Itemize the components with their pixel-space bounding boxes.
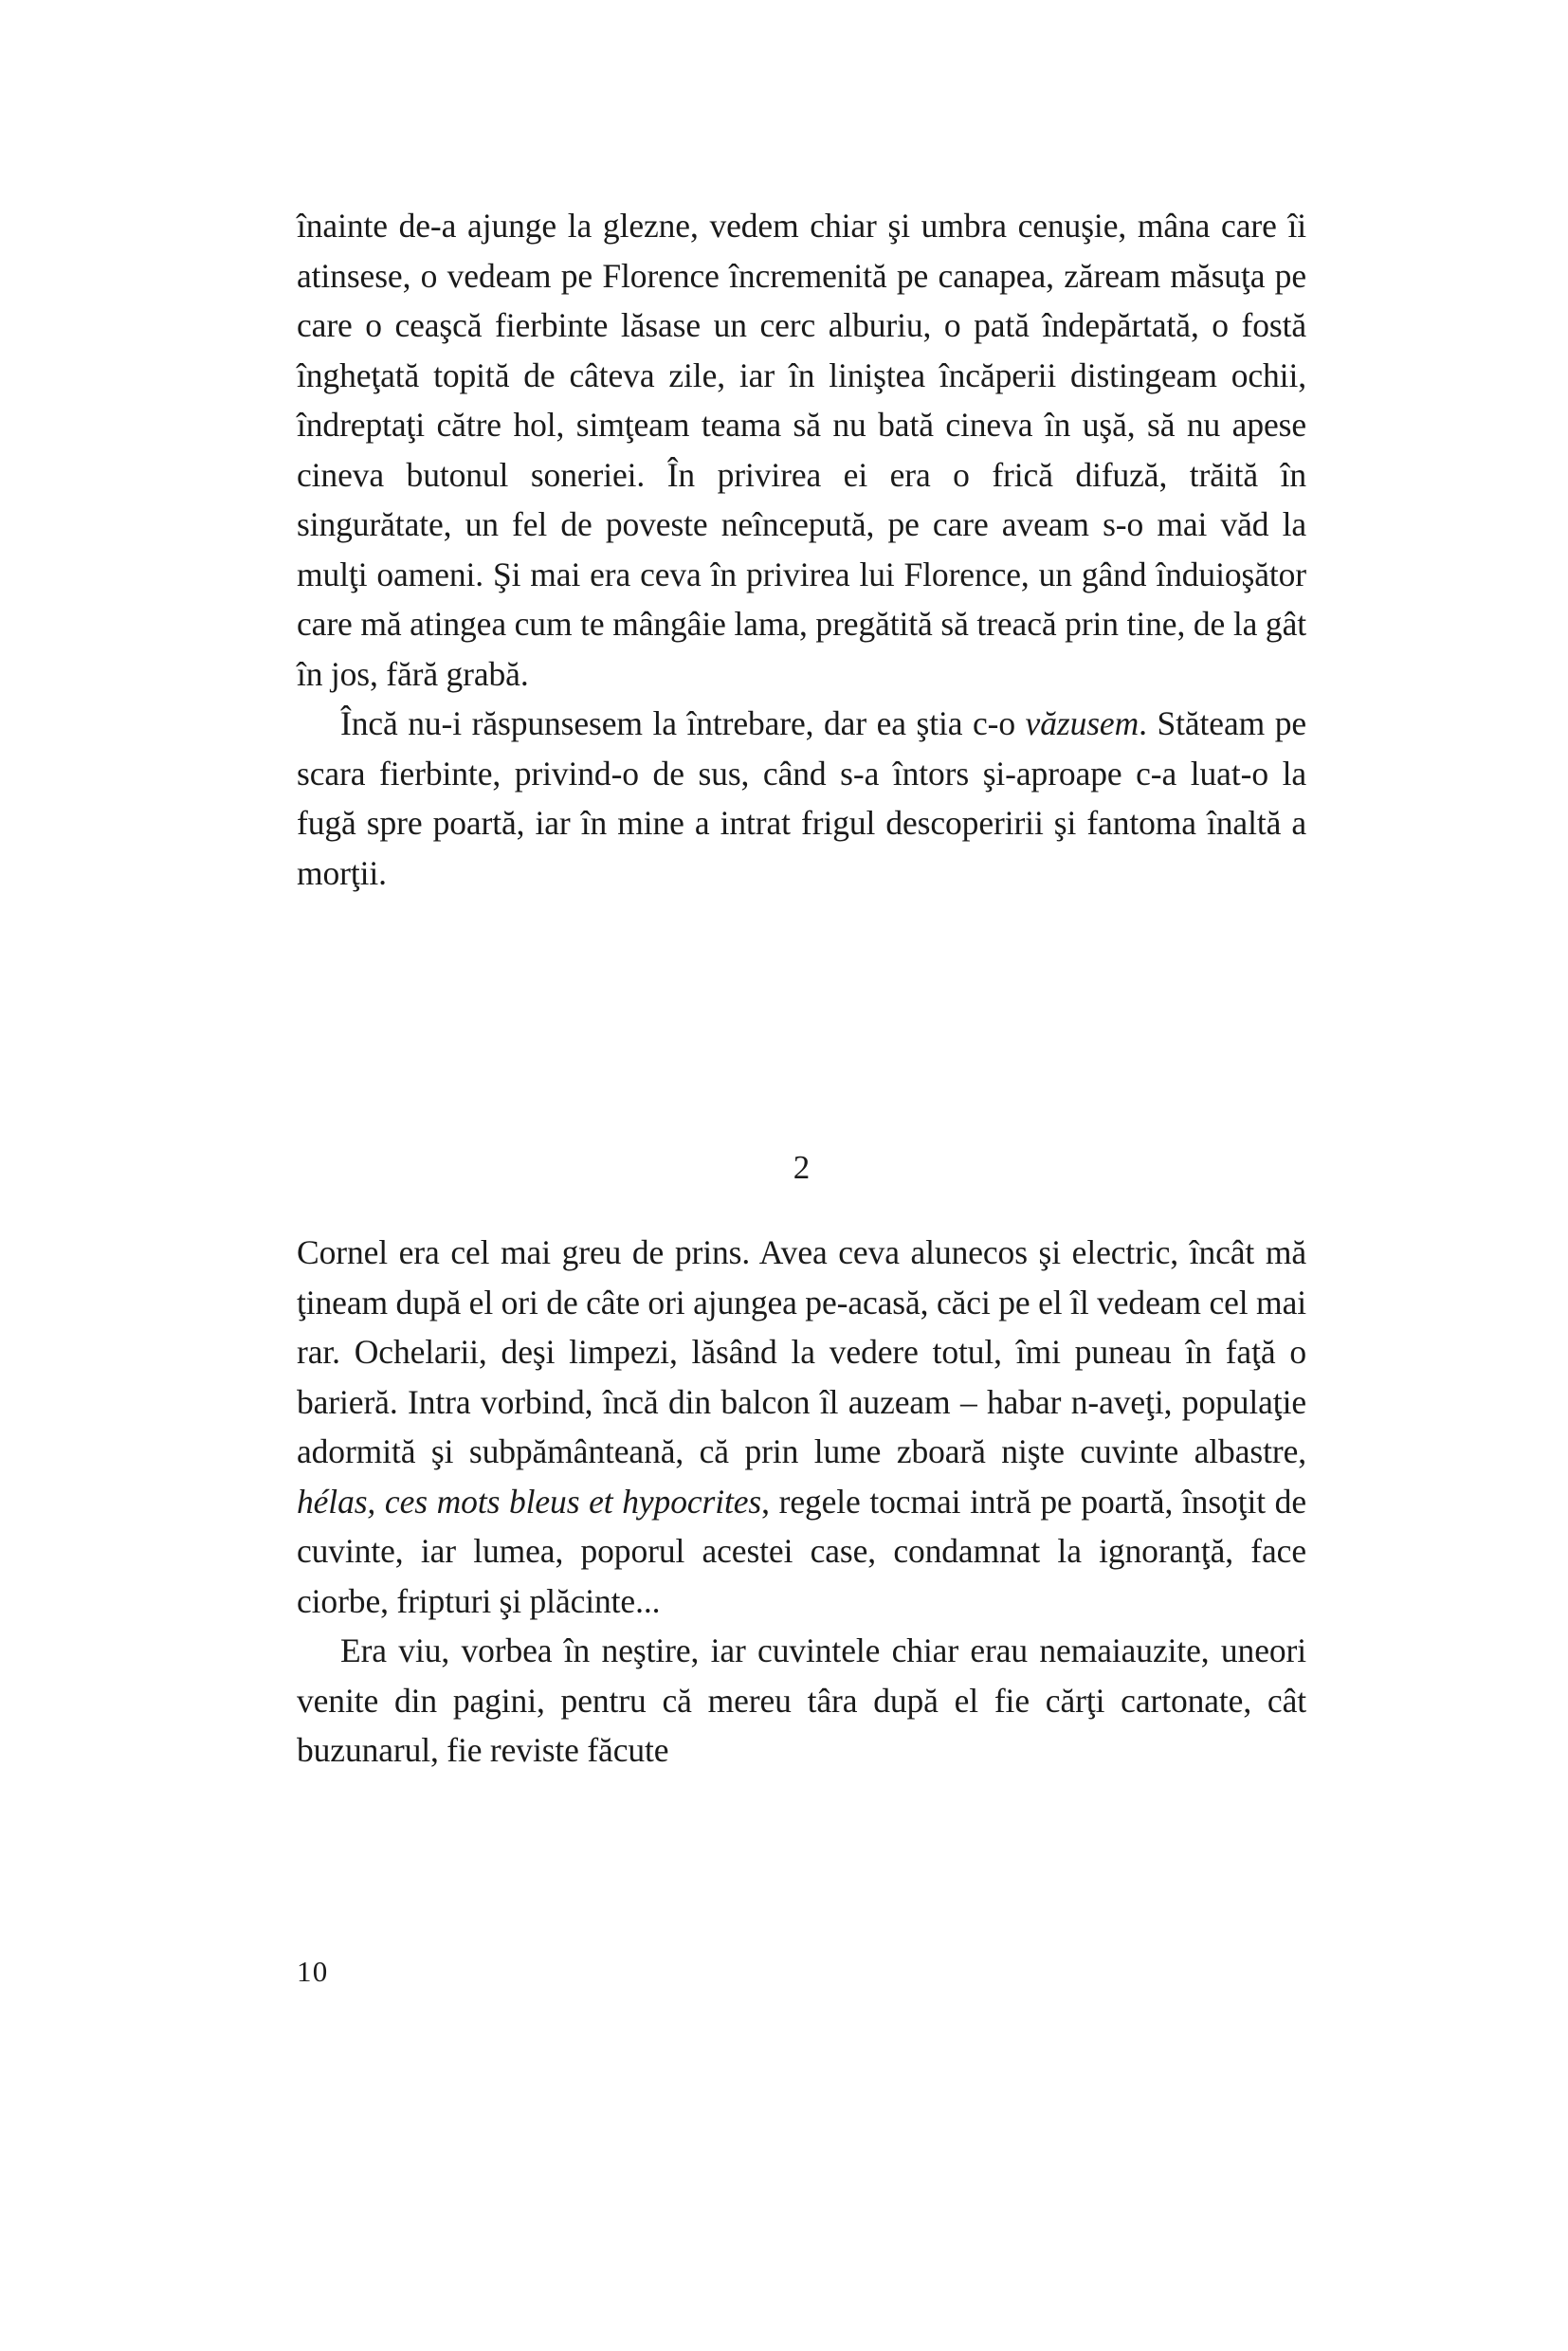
paragraph-continuation: înainte de-a ajunge la glezne, vedem chiar şi umbra cenuşie, mâna care îi atinsese, o vedeam pe Florence încremenită pe canapea, zăream măsuţa pe care o ceaşcă fierbinte lăsase un cerc alburiu, o pată îndepărtată, o fostă îngheţată topită de câteva zile, iar în liniştea încăperii distingeam ochii, îndreptaţi către hol, simţeam teama să nu bată cineva în uşă, să nu apese cineva butonul soneriei. În privirea ei era o frică difuză, trăită în singurătate, un fel de poveste neîncepută, pe care aveam s-o mai văd la mulţi oameni. Şi mai era ceva în privirea lui Florence, un gând înduioşător care mă atingea cum te mângâie lama, pregătită să treacă prin tine, de la gât în jos, fără grabă. [297, 207, 1306, 693]
chapter-paragraph-2: Era viu, vorbea în neştire, iar cuvintele chiar erau nemaiauzite, uneori venite din pagini, pentru că mereu târa după el fie cărţi cartonate, cât buzunarul, fie reviste făcute [297, 1631, 1306, 1769]
body-text-lower [297, 1228, 1306, 1776]
chapter-paragraph-1-lead: Cornel era cel mai greu de prins. Avea ceva alunecos şi electric, încât mă ţineam după el ori de câte ori ajungea pe-acasă, căci pe el îl vedeam cel mai rar. Ochelarii, deşi limpezi, lăsând la vedere totul, îmi puneau în faţă o barieră. Intra vorbind, încă din balcon îl auzeam – habar n-aveţi, populaţie adormită şi subpământeană, că prin lume zboară nişte cuvinte albastre, [297, 1233, 1306, 1470]
paragraph-vazusem [297, 699, 1306, 898]
paragraph-vazusem-rest: . Stăteam pe scara fierbinte, privind-o de sus, când s-a întors şi-aproape c-a luat-o la fugă spre poartă, iar în mine a intrat frigul descoperirii şi fantoma înaltă a morţii. [297, 704, 1307, 892]
section-number: 2 [793, 1149, 811, 1186]
chapter-paragraph-1 [297, 1228, 1306, 1626]
paragraph-vazusem-italic: văzusem [1025, 704, 1140, 742]
paragraph-vazusem-lead: Încă nu-i răspunsesem la întrebare, dar ea ştia c-o [340, 704, 1026, 742]
chapter-paragraph-1-italic: hélas, ces mots bleus et hypocrites [297, 1482, 762, 1521]
chapter-paragraph-1-rest: , regele tocmai intră pe poartă, însoţit de cuvinte, iar lumea, poporul acestei case, condamnat la ignoranţă, face ciorbe, fripturi şi plăcinte... [297, 1482, 1306, 1620]
page-number: 10 [297, 1955, 329, 1988]
body-text-upper [297, 201, 1306, 898]
